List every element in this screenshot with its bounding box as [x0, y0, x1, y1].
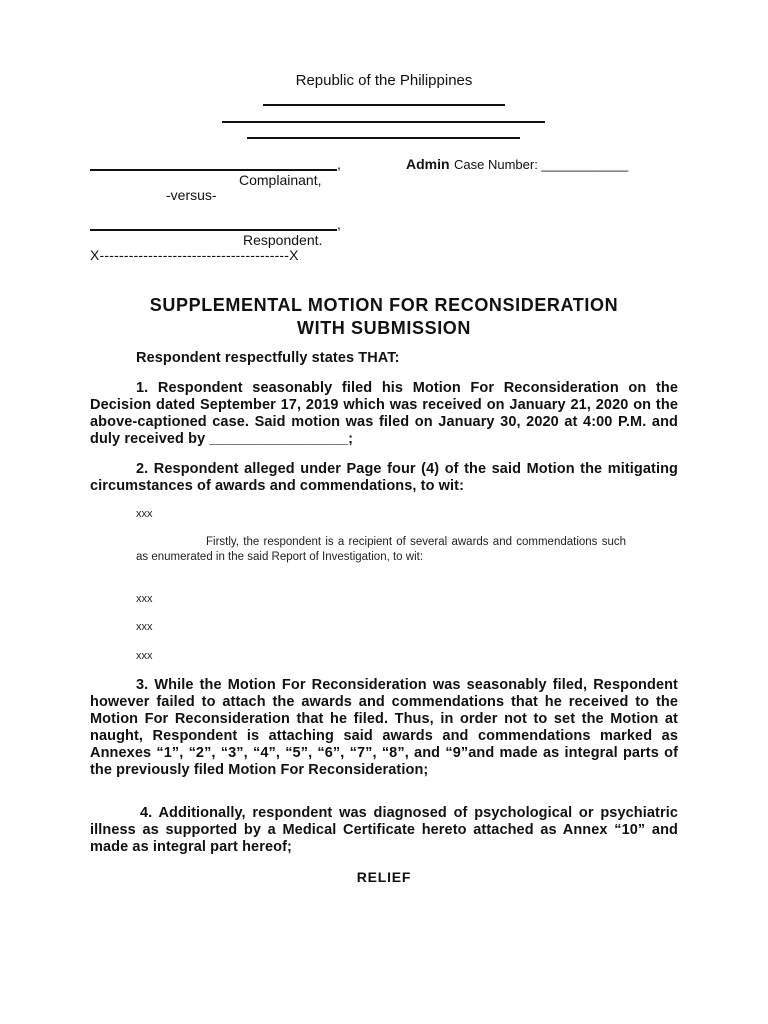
versus-label: -versus- [166, 187, 217, 203]
admin-label: Admin [406, 156, 450, 172]
paragraph-4: 4. Additionally, respondent was diagnosed of psychological or psychiatric illness as supported by a Medical Certificate hereto attached as Annex “10” and made as integral part hereof; [90, 805, 678, 855]
motion-title [0, 294, 768, 340]
paragraph-1: 1. Respondent seasonably filed his Motion For Reconsideration on the Decision dated September 17, 2019 which was received on January 21, 2020 on the above-captioned case. Said motion was filed on January 30, 2020 at 4:00 P.M. and duly received by _________________; [90, 380, 678, 447]
respondent-name-line [90, 229, 337, 231]
case-number-label: Case Number: ____________ [454, 157, 629, 172]
blank-line-court-1 [263, 104, 505, 106]
case-number-block [406, 156, 628, 174]
quote-ellipsis-3: xxx [136, 621, 153, 633]
complainant-label: Complainant, [239, 172, 322, 188]
quote-ellipsis-1: xxx [136, 508, 153, 520]
paragraph-3: 3. While the Motion For Reconsideration was seasonably filed, Respondent however failed to attach the awards and commendations that he received to the Motion For Reconsideration that he filed. Thus, in order not to set the Motion at naught, Respondent is attaching said awards and commendations marked as Annexes “1”, “2”, “3”, “4”, “5”, “6”, “7”, “8”, and “9”and made as integral parts of the previously filed Motion For Reconsideration; [90, 677, 678, 778]
blank-line-court-3 [247, 137, 520, 139]
respondent-comma: , [337, 216, 341, 232]
complainant-name-line [90, 169, 337, 171]
motion-title-line-2: WITH SUBMISSION [297, 318, 471, 338]
blank-line-court-2 [222, 121, 545, 123]
quote-ellipsis-2: xxx [136, 593, 153, 605]
paragraph-2: 2. Respondent alleged under Page four (4) of the said Motion the mitigating circumstances of awards and commendations, to wit: [90, 461, 678, 494]
caption-divider: X---------------------------------------X [90, 247, 299, 263]
republic-heading: Republic of the Philippines [295, 72, 473, 89]
quoted-excerpt: Firstly, the respondent is a recipient of several awards and commendations such as enumerated in the said Report of Investigation, to wit: [136, 536, 626, 563]
relief-heading: RELIEF [356, 869, 412, 885]
quote-ellipsis-4: xxx [136, 650, 153, 662]
complainant-comma: , [337, 156, 341, 172]
motion-title-line-1: SUPPLEMENTAL MOTION FOR RECONSIDERATION [149, 295, 619, 315]
respondent-label: Respondent. [243, 232, 323, 248]
intro-statement: Respondent respectfully states THAT: [136, 350, 400, 366]
